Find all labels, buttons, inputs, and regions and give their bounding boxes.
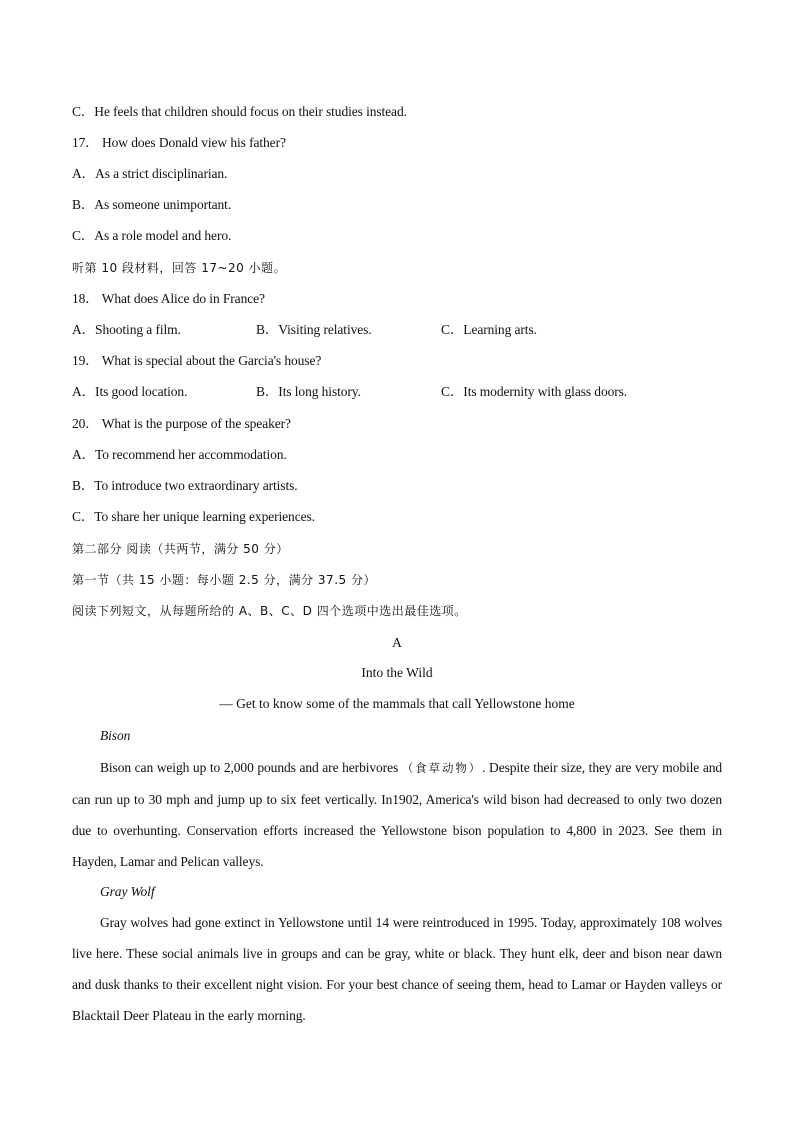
part2-instruction: 阅读下列短文，从每题所给的 A、B、C、D 四个选项中选出最佳选项。: [72, 604, 467, 618]
q17-stem: 17． How does Donald view his father?: [72, 135, 286, 150]
q18-option-c: C．Learning arts.: [441, 322, 537, 337]
q17-option-c: C．As a role model and hero.: [72, 228, 232, 243]
q19-option-c: C．Its modernity with glass doors.: [441, 384, 628, 399]
q19-option-b: B．Its long history.: [256, 384, 361, 399]
q20-option-c: C．To share her unique learning experiences.: [72, 509, 315, 524]
q17-option-a: A．As a strict disciplinarian.: [72, 166, 228, 181]
q20-option-b: B．To introduce two extraordinary artists.: [72, 478, 298, 493]
q18-option-a: A．Shooting a film.: [72, 322, 181, 337]
bison-paragraph: [72, 752, 722, 877]
bison-heading: Bison: [100, 728, 131, 743]
gray-wolf-paragraph: Gray wolves had gone extinct in Yellowstone until 14 were reintroduced in 1995. Today, approximately 108 wolves live here. These social animals live in groups and can be gray, white or black. They hunt elk, deer and bison near dawn and dusk thanks to their excellent night vision. For your best chance of seeing them, head to Lamar or Hayden valleys or Blacktail Deer Plateau in the early morning.: [72, 915, 722, 1023]
q19-option-a: A．Its good location.: [72, 384, 188, 399]
q18-option-b: B．Visiting relatives.: [256, 322, 372, 337]
bison-text-before: Bison can weigh up to 2,000 pounds and are herbivores: [100, 760, 402, 775]
passage-subtitle: — Get to know some of the mammals that call Yellowstone home: [219, 696, 575, 711]
q20-option-a: A．To recommend her accommodation.: [72, 447, 287, 462]
part2-section1-heading: 第一节（共 15 小题：每小题 2.5 分，满分 37.5 分）: [72, 573, 376, 587]
q16-option-c: C．He feels that children should focus on their studies instead.: [72, 104, 407, 119]
q18-stem: 18． What does Alice do in France?: [72, 291, 265, 306]
section10-instruction: 听第 10 段材料，回答 17~20 小题。: [72, 261, 287, 275]
gray-wolf-heading: Gray Wolf: [100, 884, 155, 899]
q19-stem: 19． What is special about the Garcia's house?: [72, 353, 322, 368]
q20-stem: 20． What is the purpose of the speaker?: [72, 416, 291, 431]
part2-heading: 第二部分 阅读（共两节，满分 50 分）: [72, 542, 289, 556]
q17-option-b: B．As someone unimportant.: [72, 197, 232, 212]
herbivores-gloss: （食草动物）: [401, 761, 483, 775]
bison-text-after: . Despite their size, they are very mobile and can run up to 30 mph and jump up to six feet vertically. In1902, America's wild bison had decreased to only two dozen due to overhunting. Conservation efforts increased the Yellowstone bison population to 4,800 in 2023. See them in Hayden, Lamar and Pelican valleys.: [72, 760, 723, 869]
passage-title: Into the Wild: [361, 665, 433, 680]
passage-letter: A: [392, 635, 402, 650]
